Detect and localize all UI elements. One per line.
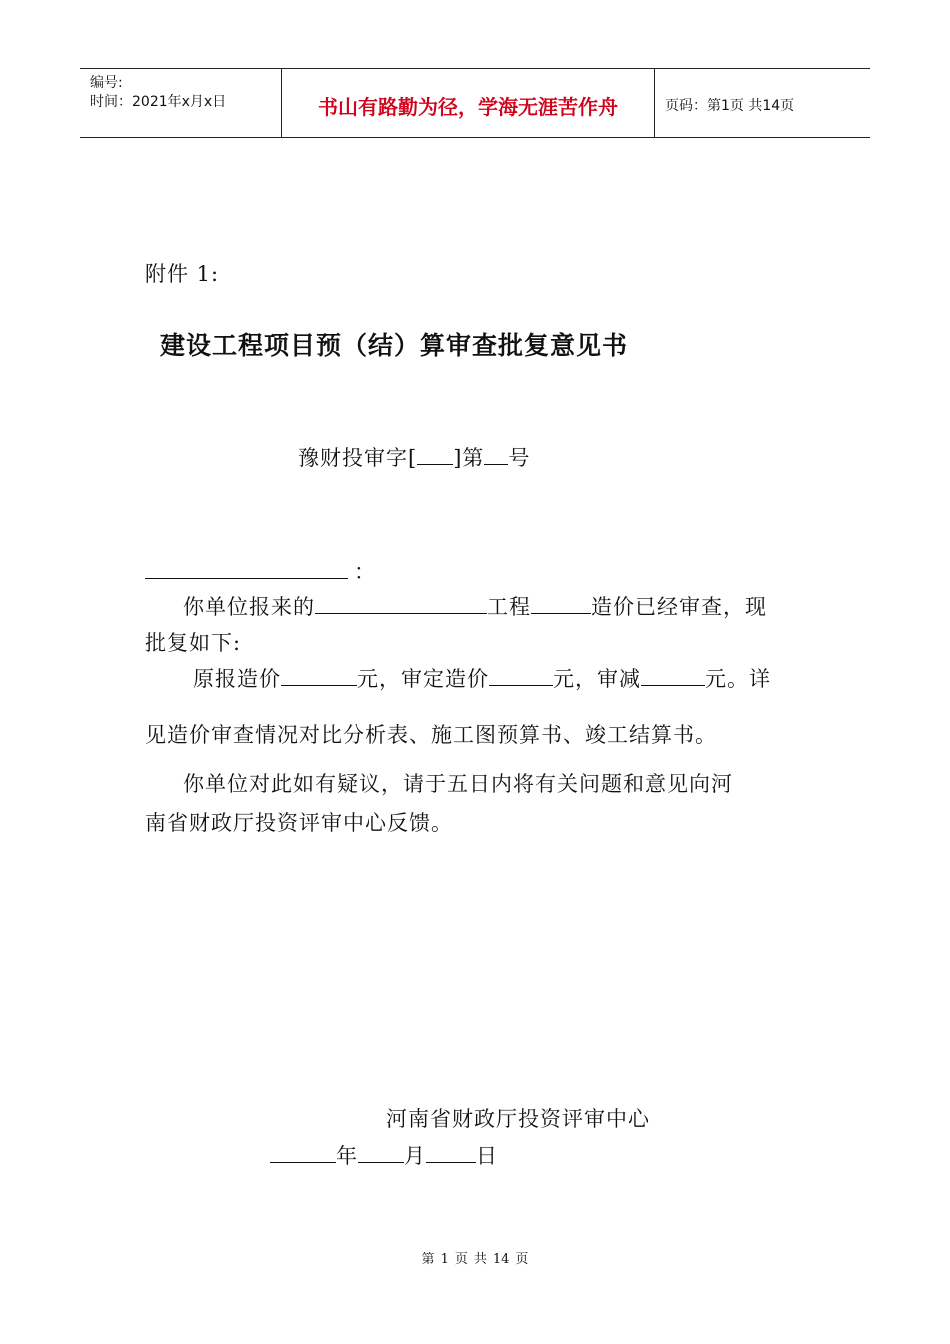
month-label: 月 — [404, 1144, 426, 1168]
reduction-blank — [641, 665, 705, 686]
header-motto-cell — [282, 69, 655, 137]
day-label: 日 — [476, 1144, 498, 1168]
month-blank — [358, 1142, 404, 1163]
footer-page-number: 1 — [440, 1252, 449, 1267]
signature-org: 河南省财政厅投资评审中心 — [386, 1107, 650, 1131]
ref-prefix: 豫财投审字[ — [298, 446, 418, 470]
approved-price-blank — [489, 665, 553, 686]
day-blank — [426, 1142, 476, 1163]
serial-label: 编号: — [90, 75, 123, 91]
attachment-label: 附件 1: — [145, 262, 220, 286]
header-meta-cell — [80, 69, 282, 137]
document-title: 建设工程项目预（结）算审查批复意见书 — [160, 331, 629, 360]
original-price-blank — [281, 665, 357, 686]
p1-text-c: 造价已经审查，现 — [591, 595, 767, 619]
page-info: 页码：第1页 共14页 — [665, 98, 795, 114]
time-label: 时间：2021年x月x日 — [90, 94, 227, 110]
p1-text-b: 工程 — [487, 595, 531, 619]
project-type-blank — [531, 593, 591, 614]
p1-text-a: 你单位报来的 — [183, 595, 315, 619]
paragraph-3-line-2: 南省财政厅投资评审中心反馈。 — [145, 811, 453, 835]
paragraph-2-line-2: 见造价审查情况对比分析表、施工图预算书、竣工结算书。 — [145, 723, 717, 747]
addressee-colon: ： — [354, 560, 376, 584]
footer-gong: 共 — [473, 1252, 487, 1267]
p2-text-c: 元，审减 — [553, 667, 641, 691]
ref-suffix: 号 — [508, 446, 531, 470]
paragraph-3-line-1: 你单位对此如有疑议，请于五日内将有关问题和意见向河 — [183, 772, 733, 796]
paragraph-1-line-1 — [183, 591, 767, 621]
p2-text-d: 元。详 — [705, 667, 771, 691]
header-page-cell — [655, 69, 870, 137]
page-footer — [0, 1248, 950, 1267]
ref-mid: ]第 — [453, 446, 485, 470]
footer-di: 第 — [421, 1252, 435, 1267]
footer-total-pages: 14 — [492, 1252, 510, 1267]
paragraph-1-line-2: 批复如下: — [145, 631, 242, 655]
reference-number — [298, 442, 530, 472]
year-label: 年 — [336, 1144, 358, 1168]
ref-number-blank — [484, 444, 508, 465]
p2-text-b: 元，审定造价 — [357, 667, 489, 691]
motto: 书山有路勤为径，学海无涯苦作舟 — [318, 95, 618, 119]
footer-ye2: 页 — [515, 1252, 529, 1267]
paragraph-2-line-1 — [193, 663, 771, 693]
addressee-blank — [145, 558, 348, 579]
year-blank — [270, 1142, 336, 1163]
p2-text-a: 原报造价 — [193, 667, 281, 691]
addressee-line — [145, 556, 376, 586]
date-line — [270, 1140, 498, 1170]
header-table — [80, 68, 870, 138]
ref-year-blank — [417, 444, 453, 465]
project-name-blank — [315, 593, 487, 614]
footer-ye: 页 — [454, 1252, 468, 1267]
